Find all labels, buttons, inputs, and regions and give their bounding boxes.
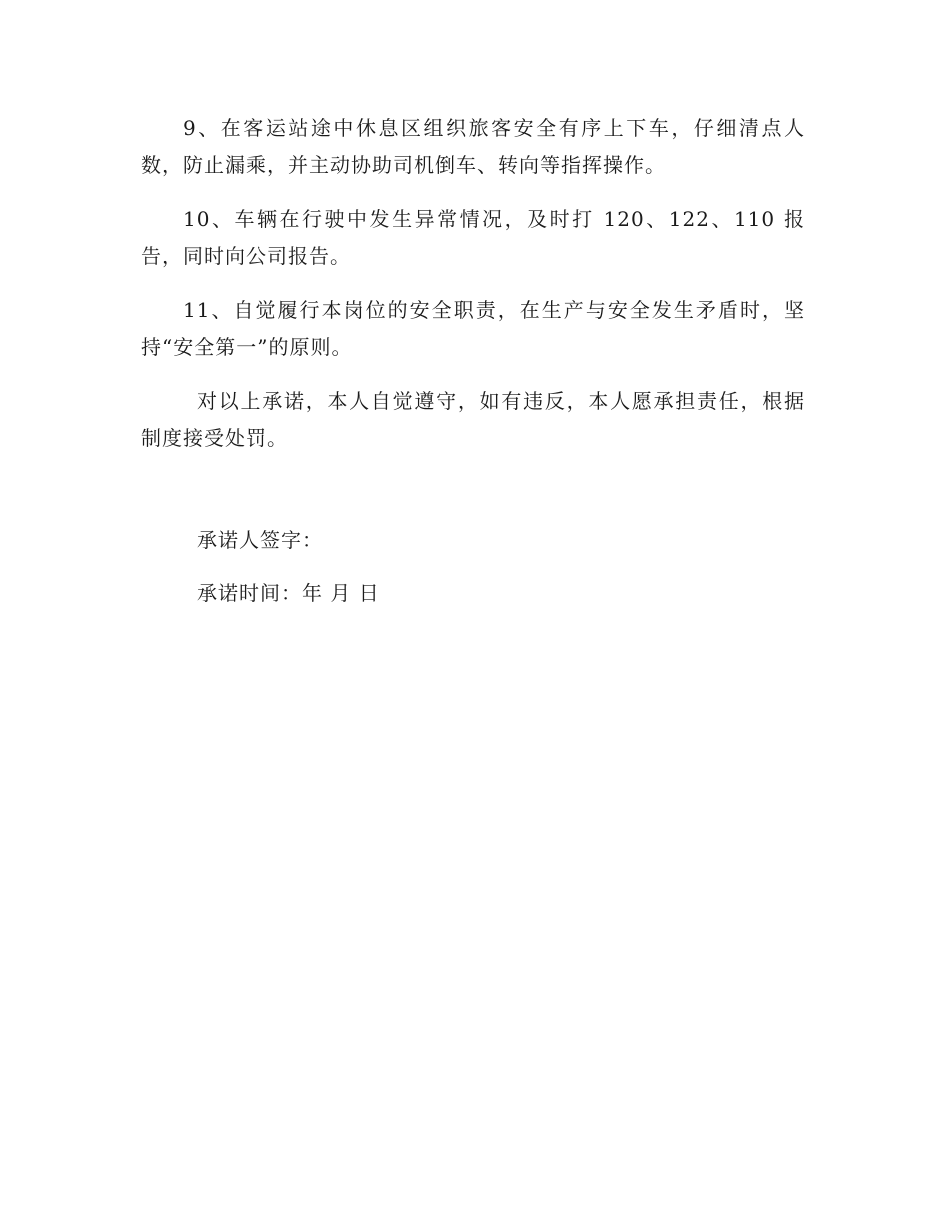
document-body <box>141 110 805 474</box>
date-label: 承诺时间：年 月 日 <box>197 581 380 605</box>
clause-10: 10、车辆在行驶中发生异常情况，及时打 120、122、110 报告，同时向公司报告。 <box>141 207 805 268</box>
clause-9: 9、在客运站途中休息区组织旅客安全有序上下车，仔细清点人数，防止漏乘，并主动协助司机倒车、转向等指挥操作。 <box>141 116 805 177</box>
closing-statement: 对以上承诺，本人自觉遵守，如有违反，本人愿承担责任，根据制度接受处罚。 <box>141 389 805 450</box>
signer-label: 承诺人签字： <box>197 528 323 552</box>
clause-11: 11、自觉履行本岗位的安全职责，在生产与安全发生矛盾时，坚持“安全第一”的原则。 <box>141 298 805 359</box>
